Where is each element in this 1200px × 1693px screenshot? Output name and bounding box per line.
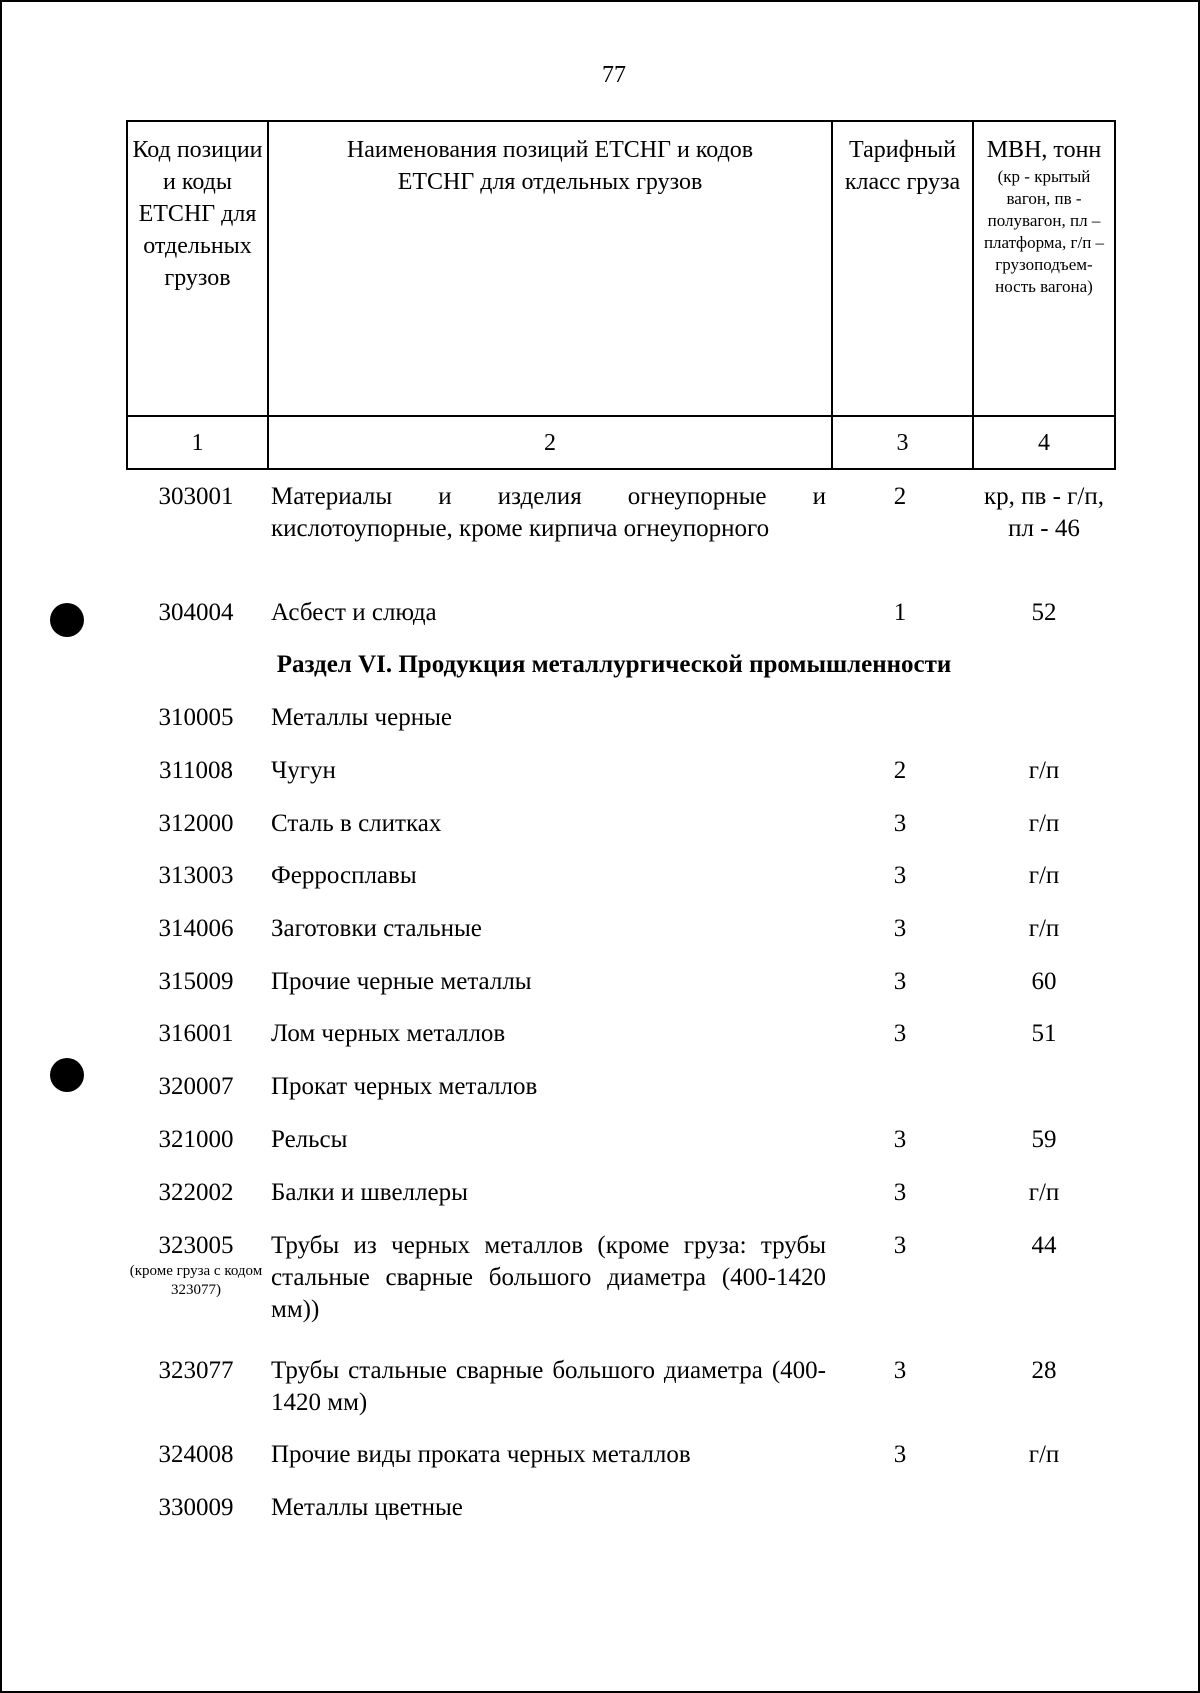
row-class: 2: [893, 757, 907, 784]
row-mvn: 59: [1031, 1126, 1057, 1153]
row-mvn: г/п: [1028, 1179, 1060, 1206]
row-mvn: 52: [1031, 599, 1057, 626]
row-code: 303001: [158, 483, 234, 510]
row-name: Заготовки стальные: [271, 915, 482, 942]
header-col-code: Код позиции и коды ЕТСНГ для отдельных грузов: [127, 121, 268, 416]
row-code: 323077: [158, 1357, 234, 1384]
row-mvn: кр, пв - г/п, пл - 46: [984, 483, 1104, 542]
row-class: 3: [893, 1020, 907, 1047]
row-name: Балки и швеллеры: [271, 1179, 468, 1206]
row-class: 3: [893, 1179, 907, 1206]
header-number: 2: [268, 416, 832, 469]
header-col-mvn-note: (кр - крытый вагон, пв - полувагон, пл – платформа, г/п – грузоподъем-ность вагона): [983, 167, 1105, 296]
header-col-mvn-main: МВН, тонн: [986, 137, 1102, 163]
row-mvn: г/п: [1028, 915, 1060, 942]
row-class: 3: [893, 1357, 907, 1384]
row-mvn: г/п: [1028, 862, 1060, 889]
header-number: 1: [127, 416, 268, 469]
row-mvn: г/п: [1028, 1441, 1060, 1468]
punch-hole-mark: [50, 603, 84, 637]
row-code: 312000: [158, 810, 234, 837]
row-mvn: г/п: [1028, 757, 1060, 784]
row-mvn: 28: [1031, 1357, 1057, 1384]
row-code: 315009: [158, 968, 234, 995]
header-number: 3: [832, 416, 973, 469]
header-number: 4: [973, 416, 1115, 469]
row-name: Ферросплавы: [271, 862, 417, 889]
row-name: Рельсы: [271, 1126, 348, 1153]
row-name: Прокат черных металлов: [271, 1073, 538, 1100]
row-name: Прочие виды проката черных металлов: [271, 1441, 691, 1468]
row-code: 321000: [158, 1126, 234, 1153]
row-class: 3: [893, 1126, 907, 1153]
row-class: 3: [893, 1441, 907, 1468]
row-name: Материалы и изделия огнеупорные и кислотоупорные, кроме кирпича огнеупорного: [271, 483, 826, 542]
row-mvn: 51: [1031, 1020, 1057, 1047]
row-name: Металлы черные: [271, 704, 452, 731]
table-header: [126, 120, 1116, 470]
row-class: 3: [893, 810, 907, 837]
row-code: 314006: [158, 915, 234, 942]
header-col-class: Тарифный класс груза: [832, 121, 973, 416]
row-code: 323005: [158, 1232, 234, 1259]
row-code-cell: [126, 1230, 266, 1300]
row-class: 3: [893, 862, 907, 889]
row-code: 316001: [158, 1020, 234, 1047]
section-title: Раздел VI. Продукция металлургической промышленности: [276, 651, 952, 678]
row-name: Чугун: [271, 757, 336, 784]
page-number: 77: [602, 62, 626, 88]
row-code: 311008: [158, 757, 234, 784]
punch-hole-mark: [50, 1058, 84, 1092]
row-code: 310005: [158, 704, 234, 731]
row-name: Трубы стальные сварные большого диаметра (400-1420 мм): [271, 1357, 826, 1416]
row-mvn: 60: [1031, 968, 1057, 995]
row-name: Трубы из черных металлов (кроме груза: трубы стальные сварные большого диаметра (400-1420 мм)): [271, 1232, 826, 1323]
row-code: 322002: [158, 1179, 234, 1206]
row-mvn: 44: [1031, 1232, 1057, 1259]
row-code: 320007: [158, 1073, 234, 1100]
row-code: 330009: [158, 1494, 234, 1521]
row-class: 1: [893, 599, 907, 626]
row-code: 324008: [158, 1441, 234, 1468]
row-class: 3: [893, 915, 907, 942]
row-mvn: г/п: [1028, 810, 1060, 837]
row-name: Металлы цветные: [271, 1494, 463, 1521]
row-code: 304004: [158, 599, 234, 626]
row-code-note: (кроме груза с кодом 323077): [129, 1263, 263, 1298]
row-class: 2: [893, 483, 907, 510]
row-name: Прочие черные металлы: [271, 968, 532, 995]
row-name: Асбест и слюда: [271, 599, 437, 626]
header-col-name: Наименования позиций ЕТСНГ и кодов ЕТСНГ для отдельных грузов: [268, 121, 832, 416]
row-name: Лом черных металлов: [271, 1020, 506, 1047]
row-code: 313003: [158, 862, 234, 889]
row-name: Сталь в слитках: [271, 810, 442, 837]
row-class: 3: [893, 1232, 907, 1259]
row-class: 3: [893, 968, 907, 995]
header-col-mvn: [973, 121, 1115, 416]
